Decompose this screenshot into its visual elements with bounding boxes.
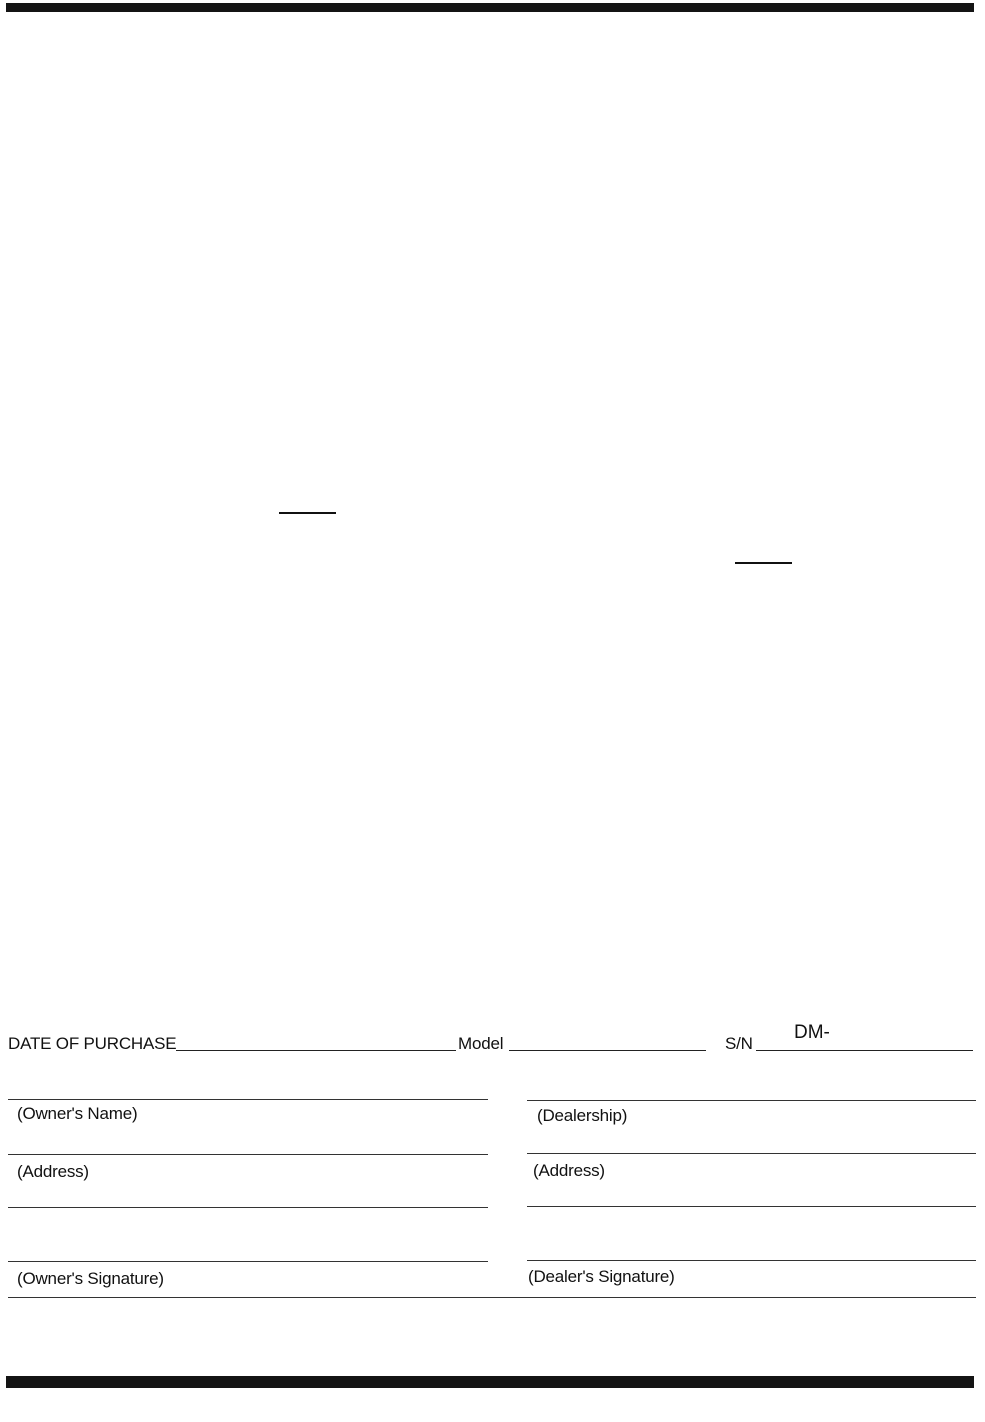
owner-signature-field[interactable] bbox=[8, 1261, 488, 1262]
bottom-border-bar bbox=[6, 1376, 974, 1388]
dealership-field[interactable] bbox=[527, 1100, 976, 1101]
model-label: Model bbox=[458, 1034, 504, 1053]
date-of-purchase-field[interactable] bbox=[176, 1050, 456, 1051]
dealer-address-field[interactable] bbox=[527, 1153, 976, 1154]
owner-name-label: (Owner's Name) bbox=[17, 1104, 138, 1123]
owner-name-field[interactable] bbox=[8, 1099, 488, 1100]
dealer-address-label: (Address) bbox=[533, 1161, 605, 1180]
serial-number-prefix: DM- bbox=[794, 1022, 830, 1043]
dealer-signature-field[interactable] bbox=[527, 1260, 976, 1261]
date-of-purchase-label: DATE OF PURCHASE bbox=[8, 1034, 177, 1053]
owner-signature-label: (Owner's Signature) bbox=[17, 1269, 164, 1288]
owner-address-label: (Address) bbox=[17, 1162, 89, 1181]
form-bottom-rule bbox=[8, 1297, 976, 1298]
owner-address-line-2[interactable] bbox=[8, 1207, 488, 1208]
owner-address-field[interactable] bbox=[8, 1154, 488, 1155]
serial-number-label: S/N bbox=[725, 1034, 753, 1053]
dealership-label: (Dealership) bbox=[537, 1106, 628, 1125]
serial-number-field[interactable] bbox=[756, 1050, 973, 1051]
dealer-address-line-2[interactable] bbox=[527, 1206, 976, 1207]
model-field[interactable] bbox=[509, 1050, 706, 1051]
top-border-bar bbox=[6, 3, 974, 12]
dealer-signature-label: (Dealer's Signature) bbox=[528, 1267, 675, 1286]
underline-mark bbox=[735, 562, 792, 564]
underline-mark bbox=[279, 512, 336, 514]
